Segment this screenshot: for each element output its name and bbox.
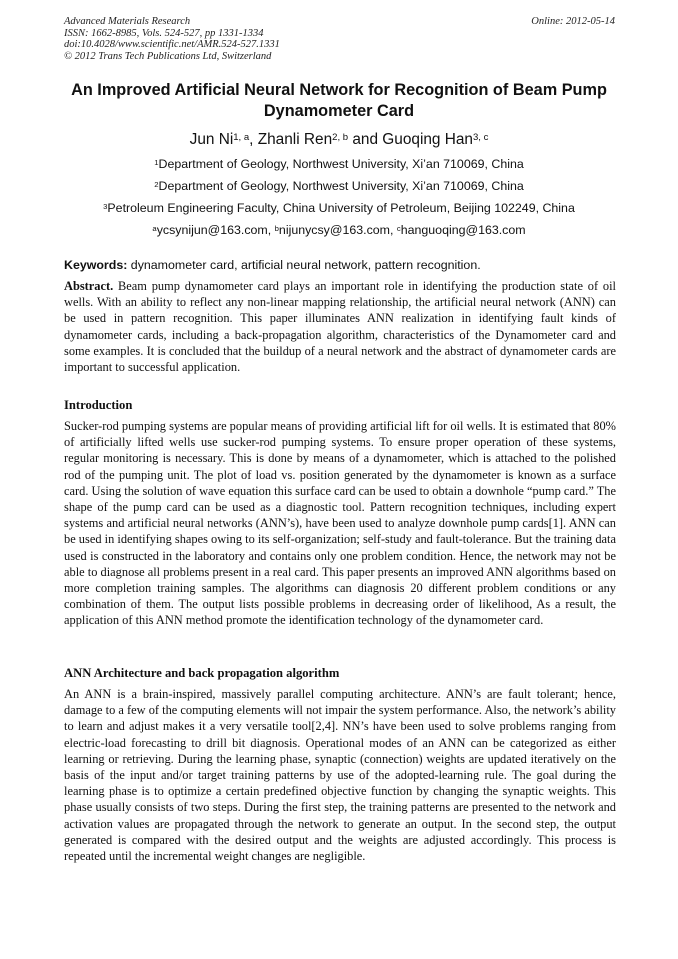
journal-header bbox=[64, 16, 280, 62]
email-address[interactable]: ycsynijun@163.com, bbox=[156, 223, 275, 237]
abstract-label: Abstract. bbox=[64, 279, 114, 293]
author-list bbox=[0, 130, 678, 150]
affiliation bbox=[0, 178, 678, 194]
section-heading-introduction: Introduction bbox=[64, 398, 133, 412]
author-emails bbox=[0, 222, 678, 238]
paper-title: An Improved Artificial Neural Network for Recognition of Beam Pump Dynamometer Card bbox=[71, 81, 607, 120]
keywords-text: dynamometer card, artificial neural network, pattern recognition. bbox=[127, 258, 481, 272]
section-body-introduction: Sucker-rod pumping systems are popular means of providing artificial lift for oil wells. It is estimated that 80% of artificially lifted wells use sucker-rod pumping systems. To ensure proper operation of these systems, regular monitoring is necessary. This is done by means of a dynamometer, which is attached to the polished rod of the pumping unit. The plot of load vs. position generated by the dynamometer is known as a surface card. Using the solution of wave equation this surface card can be used to obtain a downhole “pump card.” The shape of the pump card can be used as a diagnostic tool. Pattern recognition techniques, including expert systems and artificial neural networks (ANN’s), have been used to analyze downhole pump cards[1]. ANN can be used in identifying shapes owing to its self-organization; self-study and fault-tolerance. But the training data used is constructed in the laboratory and contains only one problem condition. Hence, the network may not be able to diagnose all problems present in a real card. This paper presents an improved ANN algorithms based on more completion training samples. The algorithms can diagnosis 20 different problem conditions or any combination of them. The output lists possible problems in decreasing order of likelihood, As a result, the application of this ANN method promote the identification technology of the dynamometer card. bbox=[64, 419, 616, 628]
affiliation-number: 3 bbox=[103, 201, 108, 211]
issn-line: ISSN: 1662-8985, Vols. 524-527, pp 1331-1334 bbox=[64, 27, 264, 39]
abstract-text: Beam pump dynamometer card plays an important role in identifying the production state of oil wells. With an ability to reflect any non-linear mapping relationship, the artificial neural network (ANN) can be used in pattern recognition. This paper illuminates ANN realization in identifying fault kinds of dynamometer cards, including a back-propagation algorithm, characteristics of the Dynamometer card and some examples. It is concluded that the buildup of a neural network and the abstract of dynamometer cards are important to successful application. bbox=[64, 279, 616, 375]
affiliation-text: Petroleum Engineering Faculty, China University of Petroleum, Beijing 102249, China bbox=[107, 201, 575, 215]
author-name: Zhanli Ren bbox=[257, 131, 333, 148]
affiliation-number: 2 bbox=[154, 179, 159, 189]
author-affiliation-mark: 2, b bbox=[332, 131, 349, 143]
affiliation-number: 1 bbox=[154, 157, 159, 167]
author-affiliation-mark: 3, c bbox=[473, 131, 489, 143]
section-heading-ann-architecture: ANN Architecture and back propagation algorithm bbox=[64, 666, 340, 680]
section-body-ann-architecture: An ANN is a brain-inspired, massively parallel computing architecture. ANN’s are fault tolerant; hence, damage to a few of the computing elements will not impair the system performance. Also, the network’s ability to learn and adjust makes it a very versatile tool[2,4]. NN’s have been used to solve problems ranging from electric-load forecasting to drill bit diagnosis. Operational modes of an ANN can be categorized as either learning or retrieving. During the learning phase, synaptic (connection) weights are updated iteratively on the basis of the input and/or target training patterns by use of the adopted-learning rule. The goal during the learning phase is to optimize a certain predefined objective function by changing the synaptic weights. This phase usually consists of two steps. During the first step, the training patterns are presented to the network and activation values are propagated through the network to generate an output. In the second step, the output generated is compared with the desired output and the weights are adjusted accordingly. This process is repeated until the incremental weight changes are negligible. bbox=[64, 687, 616, 864]
affiliation-text: Department of Geology, Northwest University, Xi’an 710069, China bbox=[158, 157, 524, 171]
author-affiliation-mark: 1, a bbox=[233, 131, 250, 143]
abstract bbox=[64, 278, 616, 375]
author-name: Guoqing Han bbox=[382, 131, 473, 148]
email-address[interactable]: hanguoqing@163.com bbox=[400, 223, 526, 237]
email-mark: a bbox=[152, 223, 157, 233]
affiliation-text: Department of Geology, Northwest University, Xi’an 710069, China bbox=[158, 179, 524, 193]
email-address[interactable]: nijunycsy@163.com, bbox=[278, 223, 397, 237]
author-separator: , bbox=[249, 131, 258, 148]
author-name: Jun Ni bbox=[189, 131, 234, 148]
affiliation bbox=[0, 200, 678, 216]
copyright-line: © 2012 Trans Tech Publications Ltd, Switzerland bbox=[64, 50, 272, 62]
journal-name: Advanced Materials Research bbox=[64, 16, 191, 27]
email-mark: b bbox=[274, 223, 279, 233]
email-mark: c bbox=[396, 223, 401, 233]
keywords bbox=[64, 257, 616, 273]
online-date: Online: 2012-05-14 bbox=[531, 16, 615, 27]
author-separator: and bbox=[348, 131, 383, 148]
keywords-label: Keywords: bbox=[64, 258, 128, 272]
doi-line: doi:10.4028/www.scientific.net/AMR.524-527.1331 bbox=[64, 39, 280, 50]
affiliation bbox=[0, 156, 678, 172]
